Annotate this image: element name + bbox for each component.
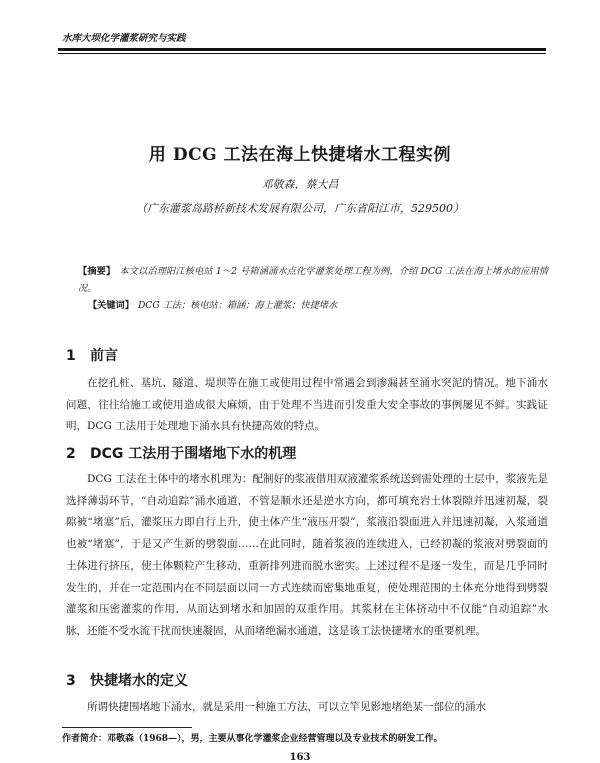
keywords [88, 297, 548, 311]
abstract-label: 【摘要】 [78, 266, 116, 277]
footnote-rule [62, 727, 192, 728]
section-2-paragraph: DCG 工法在土体中的堵水机理为：配制好的浆液借用双液灌浆系统送到需处理的土层中，浆液先是选择薄弱环节，“自动追踪”涌水通道，不管是顺水还是逆水方向，都可填充岩土体裂隙并迅速初凝，裂隙被“堵塞”后，灌浆压力即自行上升，使土体产生“液压开裂”，浆液沿裂面进入并迅速初凝，入浆通道也被“堵塞”，于是又产生新的劈裂面……在此同时，随着浆液的连续进入，已经初凝的浆液对劈裂面的土体进行挤压，使土体颗粒产生移动，重新排列进而脱水密实。上述过程不是逐一发生，而是几乎同时发生的，并在一定范围内在不同层面以同一方式连续而密集地重复，使处理范围的土体充分地得到劈裂灌浆和压密灌浆的作用，从而达到堵水和加固的双重作用。其浆材在主体挤动中不仅能“自动追踪”水脉，还能不受水流干扰而快速凝固，从而堵绝漏水通道，这是该工法快捷堵水的重要机理。 [66, 473, 548, 637]
keywords-label: 【关键词】 [88, 300, 134, 311]
section-3-paragraph: 所谓快捷围堵地下涌水，就是采用一种施工方法，可以立竿见影地堵绝某一部位的涌水 [87, 701, 486, 713]
section-number: 3 [66, 673, 76, 689]
section-1-paragraph: 在挖孔桩、基坑、隧道、堤坝等在施工或使用过程中常遇会到渗漏甚至涌水突泥的情况。地下涌水问题，往往给施工或使用造成很大麻烦，由于处理不当进而引发重大安全事故的事例屡见不鲜。实践证明，DCG 工法用于处理地下涌水具有快捷高效的特点。 [66, 377, 548, 433]
section-heading-1 [66, 345, 118, 365]
section-heading-2 [66, 443, 296, 463]
header-rule-thick [58, 48, 546, 51]
section-number: 2 [66, 446, 76, 462]
paper-title: 用 DCG 工法在海上快捷堵水工程实例 [148, 145, 452, 165]
footnote: 作者简介：邓敬森（1968—），男，主要从事化学灌浆企业经营管理以及专业技术的研发工作。 [62, 734, 443, 744]
page-number: 163 [289, 752, 311, 763]
section-heading-3 [66, 670, 188, 690]
section-title: DCG 工法用于围堵地下水的机理 [90, 446, 297, 462]
running-header: 水库大坝化学灌浆研究与实践 [62, 33, 186, 44]
section-title: 前言 [90, 348, 118, 364]
authors: 邓敬森，蔡大昌 [261, 178, 339, 191]
section-title: 快捷堵水的定义 [90, 673, 188, 689]
keywords-text: DCG 工法；核电站；箱涵；海上灌浆；快捷堵水 [137, 300, 338, 311]
abstract [78, 263, 548, 297]
affiliation: （广东灌浆岛路桥新技术发展有限公司，广东省阳江市，529500） [136, 202, 464, 215]
section-number: 1 [66, 348, 76, 364]
header-rule-thin [58, 53, 546, 54]
abstract-text: 本文以治理阳江核电站 1～2 号箱涵涌水点化学灌浆处理工程为例，介绍 DCG 工法在海上堵水的应用情况。 [78, 266, 548, 294]
